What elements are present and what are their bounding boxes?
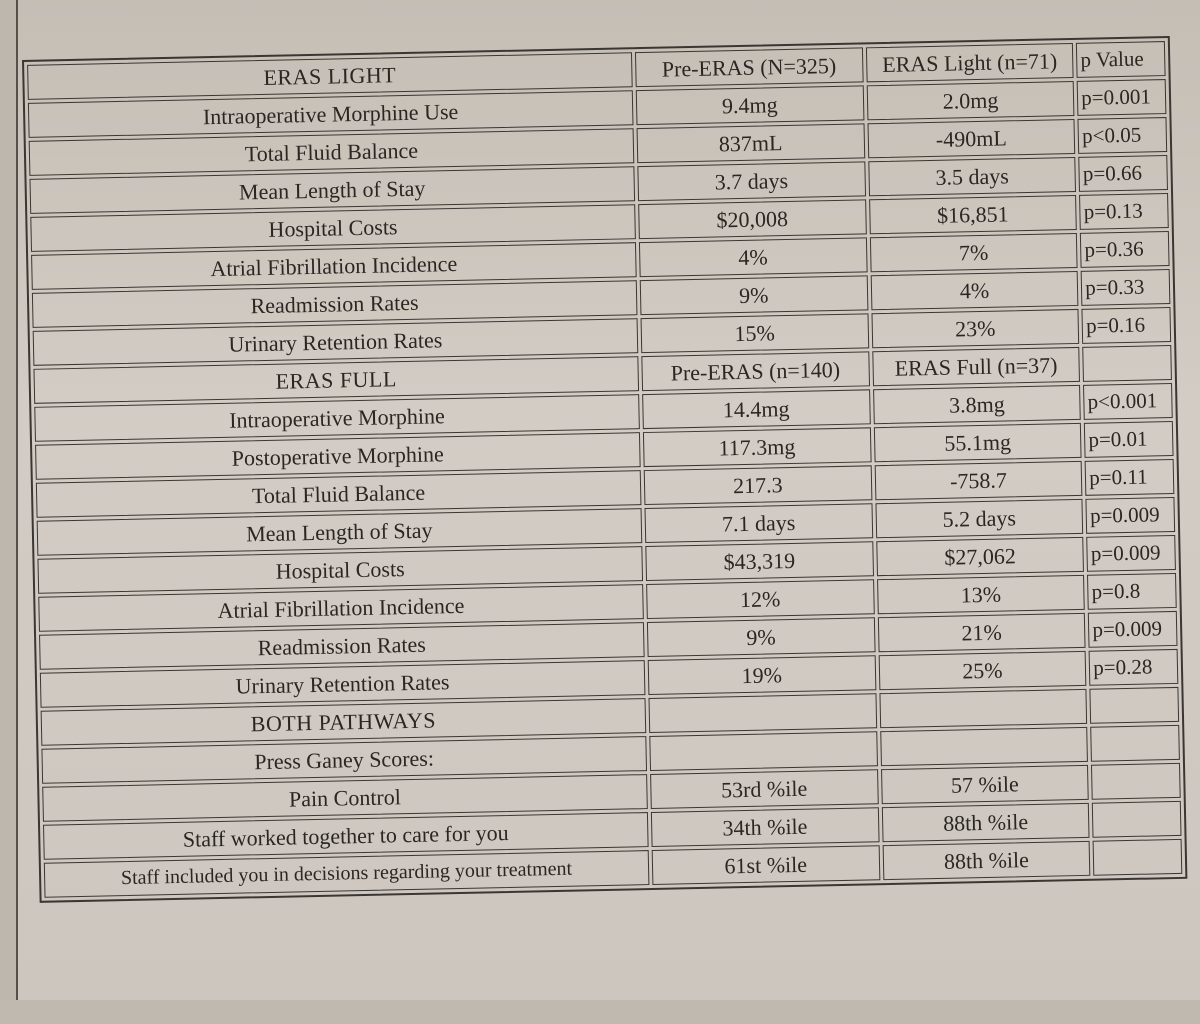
post-value: $16,851 <box>869 195 1077 234</box>
row-label: Readmission Rates <box>39 622 644 670</box>
p-value: p=0.8 <box>1087 573 1176 610</box>
post-value: 23% <box>871 309 1079 348</box>
p-value: p<0.001 <box>1083 383 1172 420</box>
empty-cell <box>880 727 1088 766</box>
p-value: p=0.66 <box>1079 155 1168 192</box>
p-value: p=0.01 <box>1084 421 1173 458</box>
p-value: p<0.05 <box>1078 117 1167 154</box>
pre-value: 61st %ile <box>651 845 879 885</box>
pre-value: 53rd %ile <box>650 769 878 809</box>
row-label: Hospital Costs <box>30 204 635 252</box>
row-label: Postoperative Morphine <box>35 432 640 480</box>
post-value: 21% <box>877 613 1085 652</box>
post-value: 55.1mg <box>874 423 1082 462</box>
post-value: 5.2 days <box>875 499 1083 538</box>
post-value: 2.0mg <box>866 81 1074 120</box>
post-value: $27,062 <box>876 537 1084 576</box>
pre-value: $43,319 <box>645 541 873 581</box>
empty-cell <box>1091 763 1180 800</box>
pre-value: 3.7 days <box>637 161 865 201</box>
row-label: Staff worked together to care for you <box>43 812 648 860</box>
p-value: p=0.009 <box>1086 535 1175 572</box>
pre-value: 4% <box>639 237 867 277</box>
row-label: Total Fluid Balance <box>36 470 641 518</box>
column-header-pre-eras-light: Pre-ERAS (N=325) <box>635 47 863 87</box>
p-value: p=0.28 <box>1089 649 1178 686</box>
page-bottom-shadow <box>0 1000 1200 1024</box>
pre-value: $20,008 <box>638 199 866 239</box>
row-label: Urinary Retention Rates <box>33 318 638 366</box>
empty-cell <box>648 693 876 733</box>
row-label: Hospital Costs <box>37 546 642 594</box>
pre-value: 15% <box>640 313 868 353</box>
row-label: Pain Control <box>42 774 647 822</box>
pre-value: 9.4mg <box>636 85 864 125</box>
post-value: 57 %ile <box>881 765 1089 804</box>
eras-results-table <box>22 36 1187 903</box>
results-table-container <box>22 36 1187 903</box>
row-label: Urinary Retention Rates <box>40 660 645 708</box>
pre-value: 9% <box>647 617 875 657</box>
p-value: p=0.001 <box>1077 79 1166 116</box>
subheading-press-ganey: Press Ganey Scores: <box>41 736 646 784</box>
post-value: 88th %ile <box>881 803 1089 842</box>
page-binding-edge <box>0 0 18 1024</box>
p-value: p=0.11 <box>1085 459 1174 496</box>
pre-value: 7.1 days <box>644 503 872 543</box>
pre-value: 117.3mg <box>643 427 871 467</box>
empty-cell <box>1090 687 1179 724</box>
pre-value: 19% <box>648 655 876 695</box>
row-label: Atrial Fibrillation Incidence <box>38 584 643 632</box>
row-label: Readmission Rates <box>32 280 637 328</box>
p-value: p=0.009 <box>1086 497 1175 534</box>
row-label: Total Fluid Balance <box>29 128 634 176</box>
empty-cell <box>1092 801 1181 838</box>
post-value: 88th %ile <box>882 841 1090 880</box>
p-value: p=0.13 <box>1079 193 1168 230</box>
pre-value: 34th %ile <box>651 807 879 847</box>
p-value: p=0.33 <box>1081 269 1170 306</box>
row-label: Atrial Fibrillation Incidence <box>31 242 636 290</box>
pre-value: 837mL <box>636 123 864 163</box>
row-label: Intraoperative Morphine Use <box>28 90 633 138</box>
post-value: -490mL <box>867 119 1075 158</box>
column-header-p-value: p Value <box>1076 41 1165 78</box>
empty-cell <box>1090 725 1179 762</box>
post-value: 13% <box>877 575 1085 614</box>
empty-cell <box>649 731 877 771</box>
column-header-pre-eras-full: Pre-ERAS (n=140) <box>641 351 869 391</box>
column-header-eras-light: ERAS Light (n=71) <box>866 43 1074 82</box>
p-value: p=0.36 <box>1080 231 1169 268</box>
pre-value: 217.3 <box>644 465 872 505</box>
post-value: -758.7 <box>874 461 1082 500</box>
pre-value: 12% <box>646 579 874 619</box>
pre-value: 14.4mg <box>642 389 870 429</box>
p-value: p=0.009 <box>1088 611 1177 648</box>
row-label: Mean Length of Stay <box>29 166 634 214</box>
post-value: 3.8mg <box>873 385 1081 424</box>
empty-cell <box>1093 839 1182 876</box>
section-heading-eras-light: ERAS LIGHT <box>27 52 632 100</box>
row-label: Mean Length of Stay <box>37 508 642 556</box>
pre-value: 9% <box>640 275 868 315</box>
post-value: 3.5 days <box>868 157 1076 196</box>
post-value: 7% <box>870 233 1078 272</box>
row-label: Staff included you in decisions regarding your treatment <box>44 850 649 898</box>
empty-cell <box>1083 345 1172 382</box>
column-header-eras-full: ERAS Full (n=37) <box>872 347 1080 386</box>
section-heading-eras-full: ERAS FULL <box>33 356 638 404</box>
row-label: Intraoperative Morphine <box>34 394 639 442</box>
empty-cell <box>879 689 1087 728</box>
section-heading-both-pathways: BOTH PATHWAYS <box>41 698 646 746</box>
post-value: 4% <box>870 271 1078 310</box>
post-value: 25% <box>878 651 1086 690</box>
p-value: p=0.16 <box>1082 307 1171 344</box>
